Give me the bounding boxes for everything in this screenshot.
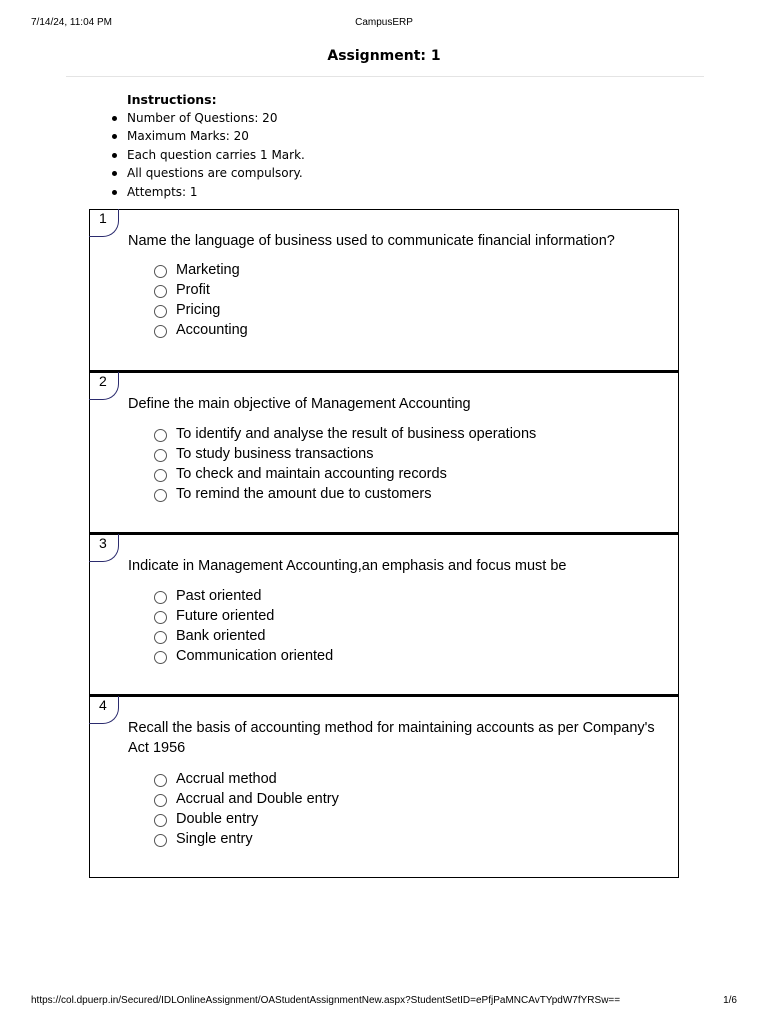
- radio-button[interactable]: [154, 591, 167, 604]
- option-label: Past oriented: [176, 588, 262, 604]
- footer-url: https://col.dpuerp.in/Secured/IDLOnlineAssignment/OAStudentAssignmentNew.aspx?StudentSetID=ePfjPaMNCAvTYpdW7fYRSw==: [31, 995, 621, 1006]
- instructions-list: [127, 109, 305, 201]
- option[interactable]: [154, 260, 248, 280]
- option-label: To check and maintain accounting records: [176, 466, 447, 482]
- options-list: [154, 586, 333, 666]
- radio-button[interactable]: [154, 265, 167, 278]
- page-title: Assignment: 1: [327, 48, 441, 64]
- radio-button[interactable]: [154, 814, 167, 827]
- option-label: Single entry: [176, 831, 253, 847]
- question-number: 1: [89, 209, 119, 237]
- instructions-heading: Instructions:: [127, 92, 217, 107]
- question-card-2: [89, 370, 679, 535]
- option[interactable]: [154, 626, 333, 646]
- option-label: Profit: [176, 282, 210, 298]
- options-list: [154, 424, 536, 504]
- instruction-item: Maximum Marks: 20: [127, 127, 305, 145]
- question-card-3: [89, 532, 679, 697]
- option[interactable]: [154, 424, 536, 444]
- options-list: [154, 769, 339, 849]
- option-label: Double entry: [176, 811, 259, 827]
- option-label: Bank oriented: [176, 628, 266, 644]
- radio-button[interactable]: [154, 489, 167, 502]
- option[interactable]: [154, 444, 536, 464]
- site-name: CampusERP: [355, 17, 413, 28]
- question-text: Recall the basis of accounting method for maintaining accounts as per Company's Act 1956: [128, 720, 655, 756]
- question-text: Name the language of business used to communicate financial information?: [128, 233, 615, 249]
- instruction-item: Number of Questions: 20: [127, 109, 305, 127]
- radio-button[interactable]: [154, 285, 167, 298]
- option-label: Accrual and Double entry: [176, 791, 339, 807]
- option[interactable]: [154, 464, 536, 484]
- radio-button[interactable]: [154, 651, 167, 664]
- radio-button[interactable]: [154, 631, 167, 644]
- option[interactable]: [154, 586, 333, 606]
- option[interactable]: [154, 300, 248, 320]
- radio-button[interactable]: [154, 429, 167, 442]
- radio-button[interactable]: [154, 834, 167, 847]
- question-text: Define the main objective of Management Accounting: [128, 396, 471, 412]
- question-number: 2: [89, 372, 119, 400]
- option[interactable]: [154, 320, 248, 340]
- radio-button[interactable]: [154, 449, 167, 462]
- option-label: Marketing: [176, 262, 240, 278]
- option[interactable]: [154, 829, 339, 849]
- radio-button[interactable]: [154, 325, 167, 338]
- option[interactable]: [154, 646, 333, 666]
- question-number: 4: [89, 696, 119, 724]
- option[interactable]: [154, 484, 536, 504]
- option-label: Pricing: [176, 302, 221, 318]
- radio-button[interactable]: [154, 774, 167, 787]
- radio-button[interactable]: [154, 305, 167, 318]
- option[interactable]: [154, 769, 339, 789]
- print-datetime: 7/14/24, 11:04 PM: [31, 17, 112, 28]
- option-label: Communication oriented: [176, 648, 334, 664]
- instruction-item: All questions are compulsory.: [127, 164, 305, 182]
- radio-button[interactable]: [154, 469, 167, 482]
- option-label: To identify and analyse the result of business operations: [176, 426, 537, 442]
- instruction-item: Each question carries 1 Mark.: [127, 146, 305, 164]
- question-card-4: [89, 694, 679, 878]
- option-label: Accrual method: [176, 771, 277, 787]
- radio-button[interactable]: [154, 611, 167, 624]
- instructions-block: [127, 91, 305, 201]
- option-label: To study business transactions: [176, 446, 374, 462]
- option-label: To remind the amount due to customers: [176, 486, 432, 502]
- question-card-1: [89, 209, 679, 372]
- title-divider: [66, 76, 704, 77]
- question-text: Indicate in Management Accounting,an emphasis and focus must be: [128, 558, 567, 574]
- options-list: [154, 260, 248, 340]
- option[interactable]: [154, 789, 339, 809]
- option-label: Future oriented: [176, 608, 275, 624]
- option-label: Accounting: [176, 322, 248, 338]
- page-number: 1/6: [723, 995, 737, 1006]
- instruction-item: Attempts: 1: [127, 183, 305, 201]
- option[interactable]: [154, 606, 333, 626]
- option[interactable]: [154, 280, 248, 300]
- radio-button[interactable]: [154, 794, 167, 807]
- option[interactable]: [154, 809, 339, 829]
- question-number: 3: [89, 534, 119, 562]
